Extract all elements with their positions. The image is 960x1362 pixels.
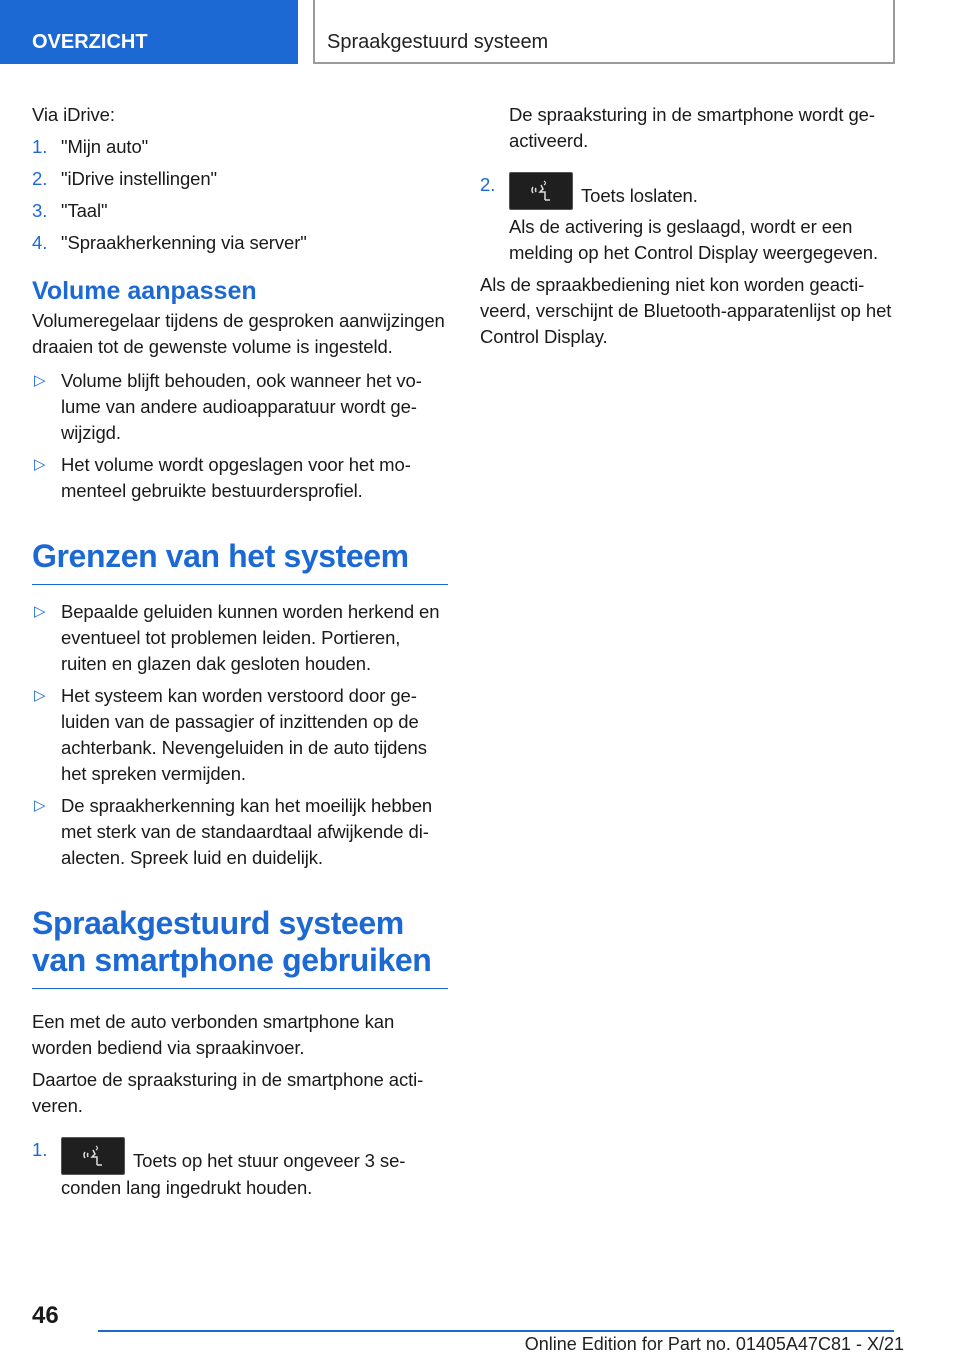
step-text: "Taal" <box>61 200 108 221</box>
intro-text: Via iDrive: <box>32 104 115 125</box>
triangle-right-icon: ▷ <box>34 456 46 473</box>
page-number: 46 <box>32 1302 59 1329</box>
list-item <box>32 1137 448 1201</box>
bullet-text: Het systeem kan worden verstoord door geluiden van de passagier of inzittenden op de achterbank. Nevengeluiden in de auto tijdens het spreken vermijden. <box>61 685 427 784</box>
right-column <box>480 102 900 356</box>
bullet-text: Volume blijft behouden, ook wanneer het volume van andere audioapparatuur wordt gewijzigd. <box>61 370 422 443</box>
smartphone-activate: Daartoe de spraaksturing in de smartphone activeren. <box>32 1069 424 1116</box>
limits-heading: Grenzen van het systeem <box>32 538 448 585</box>
step-number: 3. <box>32 200 48 221</box>
step-text: Toets loslaten. <box>581 185 698 206</box>
voice-button-icon <box>509 172 573 210</box>
header-section-tab: OVERZICHT <box>0 0 298 64</box>
smartphone-steps-cont <box>480 172 900 266</box>
voice-button-icon <box>61 1137 125 1175</box>
volume-bullets <box>32 368 448 504</box>
header-chapter-title: Spraakgestuurd systeem <box>313 0 895 64</box>
left-column <box>32 102 448 1207</box>
step-number: 2. <box>32 168 48 189</box>
triangle-right-icon: ▷ <box>34 372 46 389</box>
limits-bullets <box>32 599 448 871</box>
step-number: 1. <box>32 1139 48 1160</box>
bullet-text: Het volume wordt opgeslagen voor het momenteel gebruikte bestuurdersprofiel. <box>61 454 411 501</box>
step2-continuation: Als de activering is geslaagd, wordt er een melding op het Control Display weergegeven. <box>509 216 878 263</box>
bullet-text: De spraakherkenning kan het moeilijk hebben met sterk van de standaardtaal afwijkende dialecten. Spreek luid en duidelijk. <box>61 795 433 868</box>
idrive-steps <box>32 134 448 256</box>
step-number: 4. <box>32 232 48 253</box>
smartphone-intro: Een met de auto verbonden smartphone kan worden bediend via spraakinvoer. <box>32 1011 395 1058</box>
volume-text: Volumeregelaar tijdens de gesproken aanwijzingen draaien tot de gewenste volume is ingesteld. <box>32 310 445 357</box>
step-text: Toets op het stuur ongeveer 3 seconden lang ingedrukt houden. <box>61 1150 406 1198</box>
step-text: "iDrive instellingen" <box>61 168 218 189</box>
footer-edition: Online Edition for Part no. 01405A47C81 - X/21 <box>524 1334 904 1354</box>
step-text: "Spraakherkenning via server" <box>61 232 307 253</box>
bullet-text: Bepaalde geluiden kunnen worden herkend en eventueel tot problemen leiden. Portieren, ruiten en glazen dak gesloten houden. <box>61 601 440 674</box>
list-item <box>32 452 448 504</box>
triangle-right-icon: ▷ <box>34 687 46 704</box>
list-item <box>32 793 448 871</box>
fail-text: Als de spraakbediening niet kon worden geactiveerd, verschijnt de Bluetooth-apparatenlijst op het Control Display. <box>480 274 892 347</box>
smartphone-steps <box>32 1137 448 1201</box>
step-text: "Mijn auto" <box>61 136 149 157</box>
footer-divider <box>98 1330 894 1332</box>
list-item <box>32 134 448 160</box>
list-item <box>32 683 448 787</box>
list-item <box>32 230 448 256</box>
smartphone-heading: Spraakgestuurd systeem van smartphone gebruiken <box>32 905 448 989</box>
step-number: 1. <box>32 136 48 157</box>
list-item <box>32 599 448 677</box>
triangle-right-icon: ▷ <box>34 797 46 814</box>
step1-continuation: De spraaksturing in de smartphone wordt geactiveerd. <box>509 104 876 151</box>
triangle-right-icon: ▷ <box>34 603 46 620</box>
step-number: 2. <box>480 174 496 195</box>
list-item <box>32 198 448 224</box>
list-item <box>32 368 448 446</box>
volume-heading: Volume aanpassen <box>32 277 257 305</box>
list-item <box>32 166 448 192</box>
list-item <box>480 172 900 266</box>
